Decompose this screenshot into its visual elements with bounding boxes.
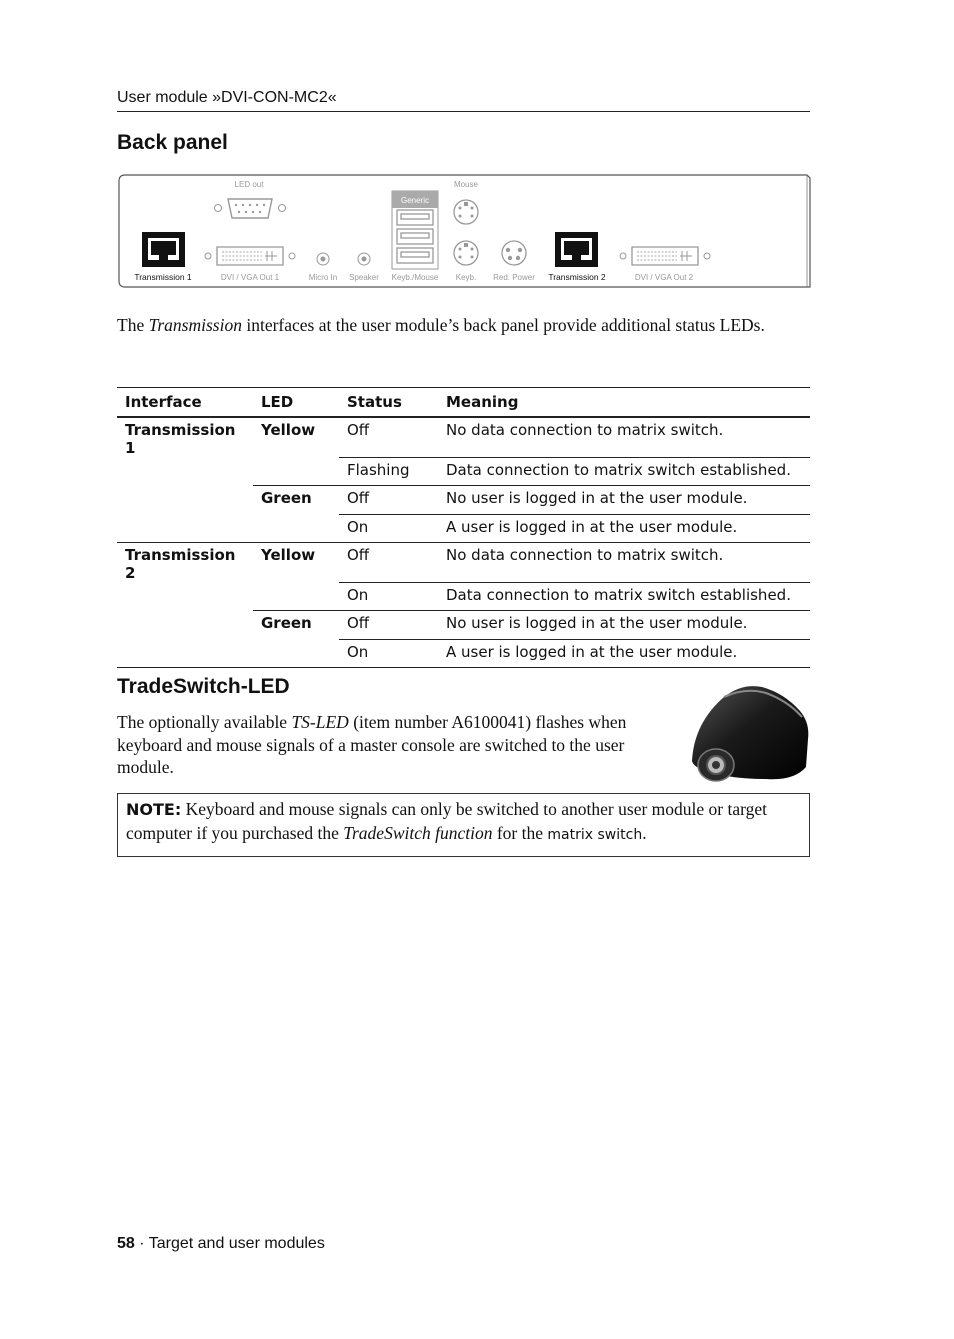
cell-interface <box>117 582 253 611</box>
cell-interface <box>117 457 253 486</box>
cell-interface <box>117 514 253 543</box>
header-interface: Interface <box>117 388 253 418</box>
cell-interface: Transmission 1 <box>125 421 236 457</box>
cell-meaning: Data connection to matrix switch established. <box>438 457 810 486</box>
label-dvi-vga-out2: DVI / VGA Out 2 <box>634 273 694 282</box>
cell-meaning: No data connection to matrix switch. <box>438 543 810 583</box>
trade-italic: TS-LED <box>291 712 349 732</box>
cell-led: Green <box>261 489 312 507</box>
transmission1-port-icon <box>142 232 185 267</box>
cell-status: On <box>339 639 438 668</box>
header-meaning: Meaning <box>438 388 810 418</box>
note-smallcaps: matrix switch <box>547 826 643 843</box>
back-panel-illustration <box>117 172 814 292</box>
cell-interface: Transmission 2 <box>125 546 236 582</box>
label-keyb-mouse: Keyb./Mouse <box>391 273 439 282</box>
cell-led <box>253 514 339 543</box>
cell-status: Flashing <box>339 457 438 486</box>
table-row <box>117 543 810 583</box>
label-red-power: Red. Power <box>493 273 535 282</box>
table-row <box>117 486 810 515</box>
table-header-row <box>117 388 810 418</box>
label-micro-in: Micro In <box>308 273 338 282</box>
table-row <box>117 611 810 640</box>
cell-led: Yellow <box>261 421 316 439</box>
running-header: User module »DVI-CON-MC2« <box>117 89 810 112</box>
label-speaker: Speaker <box>349 273 379 282</box>
cell-status: Off <box>339 486 438 515</box>
cell-meaning: A user is logged in at the user module. <box>438 639 810 668</box>
note-text-1: Keyboard and mouse signals can only be switched to another user module or target computer if you purchased the <box>126 799 768 843</box>
table-row <box>117 582 810 611</box>
heading-back-panel: Back panel <box>117 131 228 154</box>
note-label: NOTE: <box>126 800 182 819</box>
label-generic: Generic <box>400 196 430 205</box>
table-row <box>117 457 810 486</box>
header-status: Status <box>339 388 438 418</box>
cell-status: Off <box>339 417 438 457</box>
label-dvi-vga-out1: DVI / VGA Out 1 <box>220 273 280 282</box>
status-led-table <box>117 387 810 668</box>
header-led: LED <box>253 388 339 418</box>
cell-interface <box>117 611 253 640</box>
transmission2-port-icon <box>555 232 598 267</box>
cell-meaning: No data connection to matrix switch. <box>438 417 810 457</box>
note-box <box>117 793 810 857</box>
cell-meaning: No user is logged in at the user module. <box>438 486 810 515</box>
cell-led: Yellow <box>261 546 316 564</box>
intro-paragraph <box>117 314 811 337</box>
cell-led <box>253 639 339 668</box>
intro-text-1: The <box>117 315 149 335</box>
label-led-out: LED out <box>234 180 264 189</box>
page-footer <box>117 1235 325 1253</box>
table-row <box>117 417 810 457</box>
cell-led <box>253 457 339 486</box>
page-number: 58 <box>117 1235 135 1252</box>
cell-status: On <box>339 582 438 611</box>
label-transmission2: Transmission 2 <box>548 272 606 282</box>
table-row <box>117 514 810 543</box>
trade-text-1: The optionally available <box>117 712 292 732</box>
cell-meaning: No user is logged in at the user module. <box>438 611 810 640</box>
tradeswitch-paragraph <box>117 711 677 779</box>
note-italic: TradeSwitch function <box>343 822 493 843</box>
cell-status: On <box>339 514 438 543</box>
footer-section: · Target and user modules <box>134 1235 325 1252</box>
label-transmission1: Transmission 1 <box>134 272 192 282</box>
table-row <box>117 639 810 668</box>
note-text-2: for the <box>492 822 548 843</box>
cell-status: Off <box>339 611 438 640</box>
cell-led: Green <box>261 614 312 632</box>
label-keyb: Keyb. <box>455 273 477 282</box>
intro-italic: Transmission <box>148 315 242 335</box>
cell-interface <box>117 486 253 515</box>
trade-text-2: (item number A6100041) flashes when keyboard and mouse signals of a master console are switched to the user module. <box>117 712 627 777</box>
cell-status: Off <box>339 543 438 583</box>
heading-tradeswitch-led: TradeSwitch-LED <box>117 675 290 698</box>
ts-led-device-image <box>684 683 810 786</box>
intro-text-2: interfaces at the user module’s back panel provide additional status LEDs. <box>241 315 765 335</box>
cell-meaning: A user is logged in at the user module. <box>438 514 810 543</box>
cell-led <box>253 582 339 611</box>
cell-meaning: Data connection to matrix switch established. <box>438 582 810 611</box>
label-mouse: Mouse <box>453 180 479 189</box>
cell-interface <box>117 639 253 668</box>
note-end: . <box>642 822 647 843</box>
